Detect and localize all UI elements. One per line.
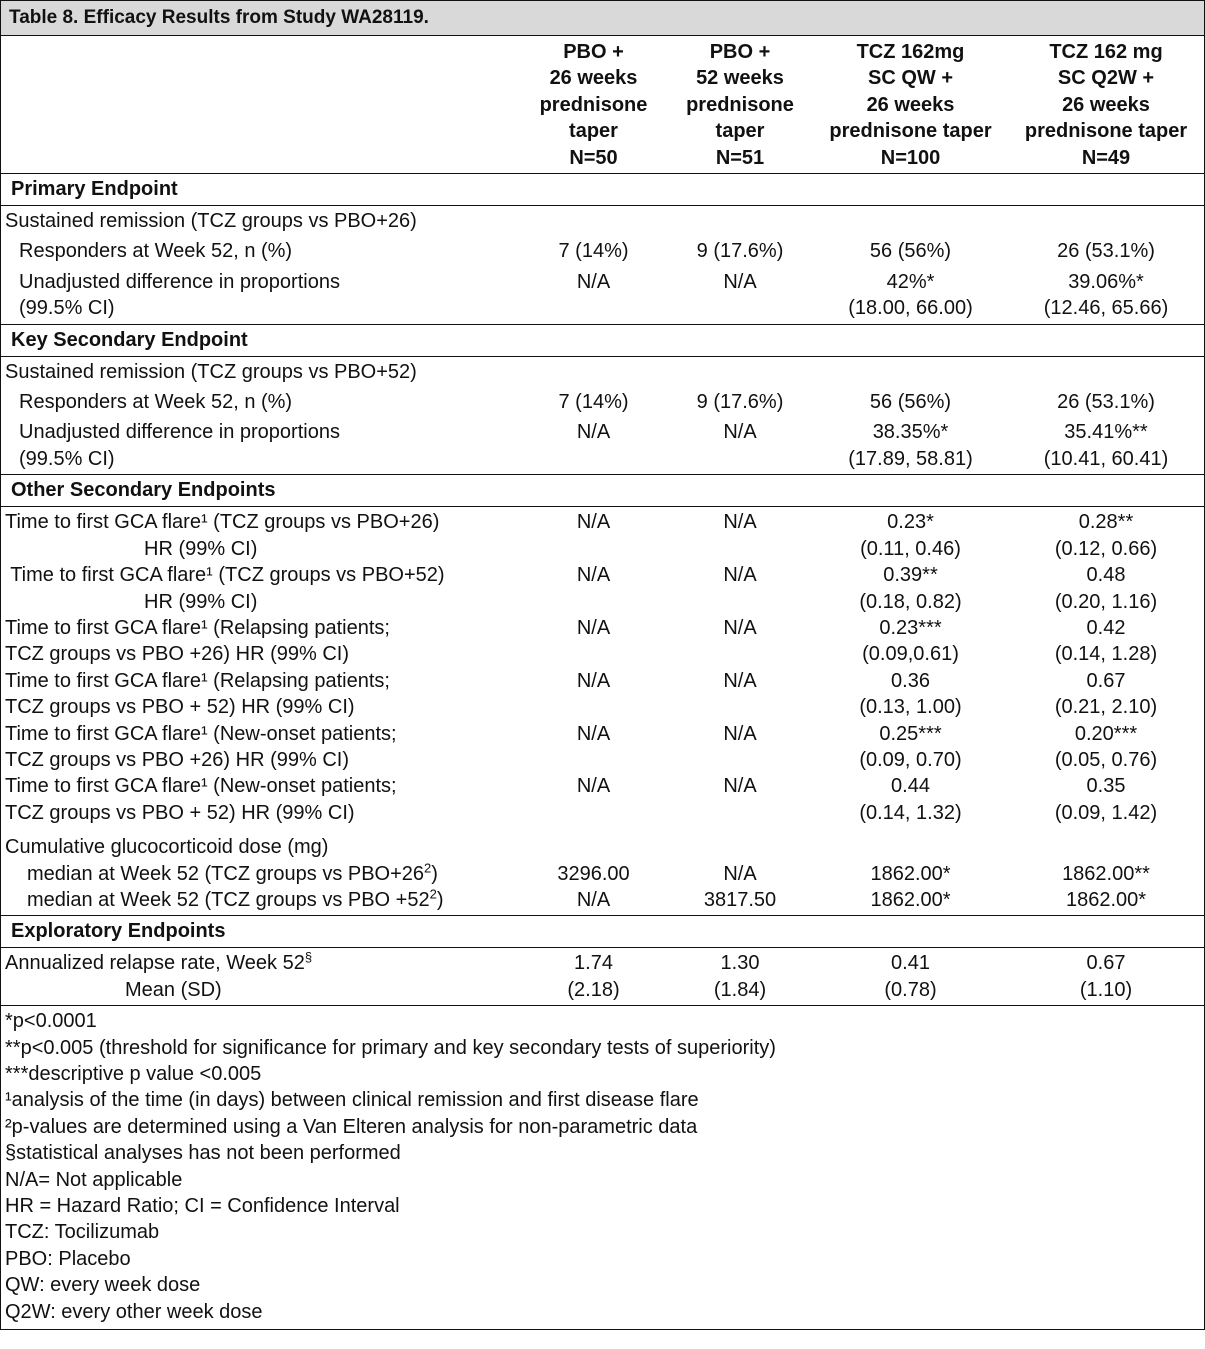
row-label: [1, 861, 520, 887]
cell-value: [813, 668, 1008, 721]
footnote: ¹analysis of the time (in days) between clinical remission and first disease flare: [5, 1089, 699, 1112]
cell-value: [520, 773, 667, 826]
row-label: [1, 887, 520, 916]
ci-line: (0.20, 1.16): [1054, 590, 1158, 613]
column-header-tcz-qw: [813, 36, 1008, 174]
cell-value: [667, 507, 813, 562]
value-line: N/A: [576, 564, 611, 587]
ci-line: (0.12, 0.66): [1054, 537, 1158, 560]
row-label: [1, 948, 520, 1005]
footnote: TCZ: Tocilizumab: [5, 1221, 160, 1244]
cell-value: [520, 417, 667, 474]
column-header-row: [1, 36, 1204, 174]
header-line: taper: [569, 120, 618, 143]
value-line: N/A: [723, 564, 757, 587]
row-label: Responders at Week 52, n (%): [19, 240, 293, 263]
cell-value: [1008, 267, 1204, 324]
row-label-line: Time to first GCA flare¹ (TCZ groups vs PBO+52): [5, 564, 445, 587]
section-heading: Primary Endpoint: [1, 174, 1204, 206]
table-row: [1, 236, 1204, 266]
superscript: 2: [424, 859, 432, 875]
header-line: N=49: [1081, 146, 1131, 169]
cell-value: 1862.00*: [870, 888, 951, 911]
value-line: 35.41%**: [1064, 421, 1148, 444]
ci-line: (0.14, 1.32): [859, 801, 962, 824]
header-line: SC Q2W +: [1057, 67, 1155, 90]
table-row: [1, 668, 1204, 721]
cell-value: [667, 417, 813, 474]
row-label-line: TCZ groups vs PBO +26) HR (99% CI): [5, 748, 349, 771]
row-label-line: (99.5% CI): [19, 297, 115, 320]
group-label: Sustained remission (TCZ groups vs PBO+26): [5, 210, 417, 233]
cell-value: N/A: [576, 888, 611, 911]
cell-value: [667, 948, 813, 1005]
cell-value: [813, 507, 1008, 562]
value-line: N/A: [723, 722, 757, 745]
value-line: 1.30: [720, 952, 760, 975]
header-line: prednisone taper: [1024, 120, 1188, 143]
value-line: N/A: [723, 421, 757, 444]
header-line: 26 weeks: [866, 93, 955, 116]
value-line: N/A: [723, 669, 757, 692]
header-line: N=51: [715, 146, 765, 169]
cell-value: [520, 948, 667, 1005]
row-label-line: Time to first GCA flare¹ (New-onset patients;: [5, 722, 397, 745]
cell-value: [667, 773, 813, 826]
cell-value: 9 (17.6%): [696, 391, 784, 414]
row-label-text: Annualized relapse rate, Week 52: [5, 952, 305, 975]
cell-value: [813, 615, 1008, 668]
cell-value: [813, 562, 1008, 615]
value-line: 0.44: [891, 775, 930, 798]
footnote: PBO: Placebo: [5, 1247, 131, 1270]
cell-value: [667, 562, 813, 615]
section-key-secondary-endpoint: [1, 324, 1204, 356]
row-label-tail: ): [431, 862, 438, 885]
row-label: [1, 615, 520, 668]
row-label: [1, 507, 520, 562]
row-label-line: Unadjusted difference in proportions: [19, 421, 340, 444]
row-label: [1, 773, 520, 826]
ci-line: (12.46, 65.66): [1043, 297, 1169, 320]
cell-value: [1008, 773, 1204, 826]
table-row: [1, 387, 1204, 417]
value-line: N/A: [576, 775, 611, 798]
row-label-line: Time to first GCA flare¹ (Relapsing patients;: [5, 669, 390, 692]
header-line: taper: [715, 120, 765, 143]
value-line: N/A: [576, 722, 611, 745]
cell-value: [520, 267, 667, 324]
section-primary-endpoint: [1, 174, 1204, 206]
cell-value: [1008, 668, 1204, 721]
ci-line: (0.09, 0.70): [859, 748, 962, 771]
table-row: [1, 887, 1204, 916]
cell-value: [520, 507, 667, 562]
value-line: 0.35: [1086, 775, 1126, 798]
cell-value: 26 (53.1%): [1057, 240, 1155, 263]
value-line: 42%*: [886, 270, 935, 293]
value-line: 38.35%*: [872, 421, 949, 444]
column-header-tcz-q2w: [1008, 36, 1204, 174]
value-line: N/A: [723, 270, 757, 293]
value-line: N/A: [576, 270, 611, 293]
cell-value: [1008, 948, 1204, 1005]
cell-value: 56 (56%): [869, 240, 952, 263]
column-header-pbo52: [667, 36, 813, 174]
cell-value: 56 (56%): [869, 391, 952, 414]
superscript: 2: [429, 886, 437, 902]
cell-value: 7 (14%): [558, 391, 629, 414]
value-line: 0.67: [1086, 952, 1126, 975]
sd-line: (1.10): [1079, 978, 1133, 1001]
footnote: **p<0.005 (threshold for significance for primary and key secondary tests of superiority): [5, 1036, 776, 1059]
value-line: 0.41: [891, 952, 930, 975]
header-line: PBO +: [563, 41, 624, 63]
row-label-line: HR (99% CI): [144, 537, 258, 560]
cell-value: [667, 615, 813, 668]
footnote: ²p-values are determined using a Van Elteren analysis for non-parametric data: [5, 1115, 698, 1138]
sd-line: (2.18): [567, 978, 620, 1001]
row-label: [1, 668, 520, 721]
ci-line: (0.13, 1.00): [859, 696, 962, 719]
cell-value: N/A: [723, 862, 757, 885]
row-label-line: TCZ groups vs PBO +26) HR (99% CI): [5, 643, 349, 666]
row-label: Responders at Week 52, n (%): [19, 391, 293, 414]
table-row: [1, 507, 1204, 562]
footnotes: [1, 1005, 1204, 1329]
value-line: N/A: [723, 616, 757, 639]
header-line: SC QW +: [867, 67, 953, 90]
cell-value: [1008, 615, 1204, 668]
section-other-secondary-endpoints: [1, 475, 1204, 507]
value-line: N/A: [723, 511, 757, 534]
table-row: [1, 948, 1204, 1005]
value-line: 0.25***: [879, 722, 942, 745]
value-line: 0.39**: [883, 564, 938, 587]
row-label-line: [5, 950, 520, 976]
table-row: [1, 861, 1204, 887]
ci-line: (17.89, 58.81): [848, 447, 973, 470]
footnote: ***descriptive p value <0.005: [5, 1063, 262, 1085]
group-label: Sustained remission (TCZ groups vs PBO+52): [5, 360, 417, 383]
cell-value: [667, 721, 813, 774]
header-line: 52 weeks: [696, 67, 784, 90]
value-line: N/A: [576, 511, 611, 534]
value-line: 39.06%*: [1068, 270, 1144, 293]
group-label: Cumulative glucocorticoid dose (mg): [5, 836, 329, 859]
footnote: Q2W: every other week dose: [5, 1300, 263, 1323]
ci-line: (0.09, 1.42): [1054, 801, 1158, 824]
row-label: [1, 267, 520, 324]
ci-line: (0.21, 2.10): [1054, 696, 1158, 719]
cell-value: [813, 417, 1008, 474]
value-line: 1.74: [574, 952, 613, 975]
cell-value: 9 (17.6%): [696, 240, 784, 263]
ci-line: (0.05, 0.76): [1054, 748, 1158, 771]
value-line: 0.23***: [879, 616, 942, 639]
cell-value: [667, 668, 813, 721]
table-row: [1, 417, 1204, 474]
table-row: [1, 206, 1204, 237]
section-exploratory-endpoints: [1, 916, 1204, 948]
row-label: [1, 721, 520, 774]
header-line: prednisone: [539, 93, 648, 116]
row-label-line: Mean (SD): [125, 978, 222, 1001]
row-label-line: TCZ groups vs PBO + 52) HR (99% CI): [5, 801, 355, 824]
header-line: PBO +: [709, 41, 771, 63]
cell-value: [520, 562, 667, 615]
row-label-line: HR (99% CI): [144, 590, 258, 613]
header-line: TCZ 162mg: [856, 41, 965, 63]
header-line: TCZ 162 mg: [1049, 41, 1163, 63]
value-line: N/A: [576, 616, 611, 639]
row-label-line: TCZ groups vs PBO + 52) HR (99% CI): [5, 696, 355, 719]
cell-value: 3817.50: [703, 888, 777, 911]
cell-value: [520, 615, 667, 668]
sd-line: (1.84): [713, 978, 767, 1001]
cell-value: 26 (53.1%): [1057, 391, 1155, 414]
cell-value: [813, 948, 1008, 1005]
row-label-line: Time to first GCA flare¹ (Relapsing patients;: [5, 616, 390, 639]
value-line: 0.48: [1086, 564, 1126, 587]
value-line: 0.67: [1086, 669, 1126, 692]
row-label: [1, 417, 520, 474]
table-row: [1, 356, 1204, 387]
ci-line: (0.18, 0.82): [859, 590, 962, 613]
header-line: N=100: [880, 146, 941, 169]
column-header-blank: [1, 36, 520, 174]
superscript: §: [304, 949, 313, 965]
cell-value: [813, 721, 1008, 774]
footnote: N/A= Not applicable: [5, 1168, 183, 1191]
cell-value: [520, 721, 667, 774]
table-row: [1, 773, 1204, 826]
table-row: [1, 267, 1204, 324]
cell-value: 1862.00*: [870, 862, 951, 885]
table-caption: Table 8. Efficacy Results from Study WA28119.: [1, 1, 1204, 36]
header-line: prednisone taper: [829, 120, 992, 143]
table-row: [1, 562, 1204, 615]
cell-value: [813, 267, 1008, 324]
row-label-line: Time to first GCA flare¹ (TCZ groups vs PBO+26): [5, 511, 440, 534]
ci-line: (18.00, 66.00): [848, 297, 973, 320]
header-line: prednisone: [686, 93, 794, 116]
row-label-text: median at Week 52 (TCZ groups vs PBO+26: [27, 862, 425, 885]
cell-value: [813, 773, 1008, 826]
row-label: [1, 562, 520, 615]
header-line: N=50: [569, 146, 618, 169]
value-line: 0.36: [891, 669, 930, 692]
sd-line: (0.78): [884, 978, 937, 1001]
header-line: 26 weeks: [549, 67, 638, 90]
row-label-tail: ): [436, 888, 444, 911]
footnote: HR = Hazard Ratio; CI = Confidence Interval: [5, 1195, 400, 1218]
row-label-text: median at Week 52 (TCZ groups vs PBO +52: [27, 888, 430, 911]
section-heading: Other Secondary Endpoints: [1, 475, 1204, 507]
section-heading: Exploratory Endpoints: [1, 916, 1204, 948]
value-line: N/A: [723, 775, 757, 798]
section-heading: Key Secondary Endpoint: [1, 324, 1204, 356]
ci-line: (10.41, 60.41): [1043, 447, 1169, 470]
row-label-line: Time to first GCA flare¹ (New-onset patients;: [5, 775, 397, 798]
cell-value: [1008, 417, 1204, 474]
footnote: §statistical analyses has not been performed: [5, 1142, 401, 1165]
footnote: *p<0.0001: [5, 1010, 97, 1033]
cell-value: 3296.00: [557, 862, 630, 885]
row-label-line: (99.5% CI): [19, 447, 115, 470]
value-line: 0.20***: [1074, 722, 1138, 745]
cell-value: 1862.00**: [1062, 862, 1150, 885]
ci-line: (0.09,0.61): [862, 643, 959, 666]
cell-value: 1862.00*: [1065, 888, 1147, 911]
ci-line: (0.11, 0.46): [860, 537, 961, 560]
value-line: 0.28**: [1078, 511, 1134, 534]
value-line: 0.23*: [887, 511, 934, 534]
efficacy-table: [1, 36, 1204, 1005]
cell-value: [1008, 562, 1204, 615]
footnote: QW: every week dose: [5, 1274, 201, 1297]
cell-value: [520, 668, 667, 721]
table-row: [1, 615, 1204, 668]
cell-value: [1008, 721, 1204, 774]
cell-value: 7 (14%): [558, 240, 629, 263]
cell-value: [667, 267, 813, 324]
row-label-line: Unadjusted difference in proportions: [19, 270, 340, 293]
value-line: N/A: [576, 421, 611, 444]
table-row: [1, 826, 1204, 860]
ci-line: (0.14, 1.28): [1054, 643, 1158, 666]
value-line: N/A: [576, 669, 611, 692]
cell-value: [1008, 507, 1204, 562]
column-header-pbo26: [520, 36, 667, 174]
value-line: 0.42: [1086, 616, 1126, 639]
table-row: [1, 721, 1204, 774]
header-line: 26 weeks: [1062, 93, 1150, 116]
